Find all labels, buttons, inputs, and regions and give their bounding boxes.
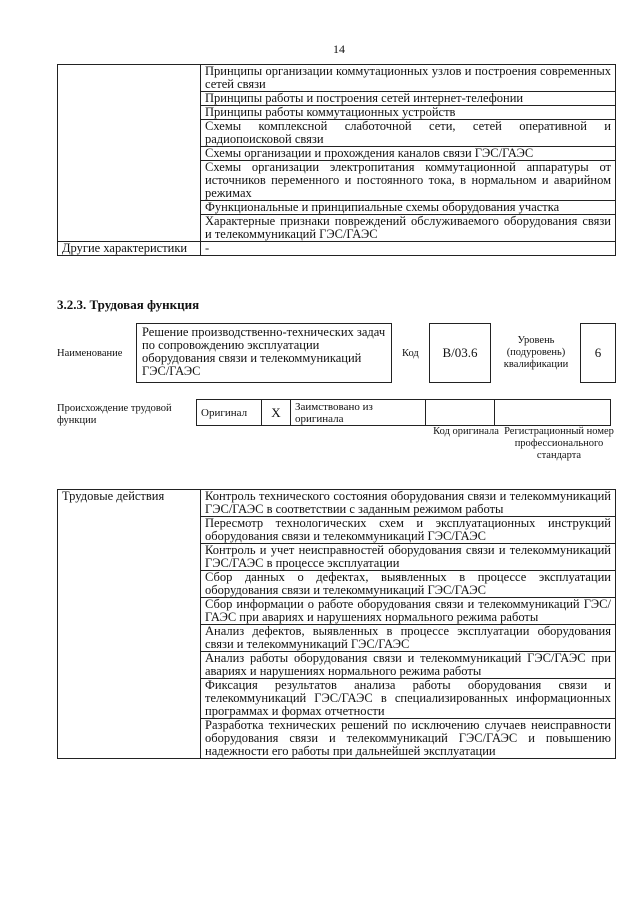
origin-table [196,399,611,426]
labor-action-item: Фиксация результатов анализа работы оборудования связи и телекоммуникаций ГЭС/ГАЭС в специализированных информационных программах и формах отчетности [201,679,616,719]
labor-action-item: Контроль и учет неисправностей оборудования связи и телекоммуникаций ГЭС/ГАЭС в процессе эксплуатации [201,544,616,571]
labor-action-item: Анализ дефектов, выявленных в процессе эксплуатации оборудования связи и телекоммуникаций ГЭС/ГАЭС [201,625,616,652]
registration-number-caption: Регистрационный номер профессионального стандарта [504,426,614,461]
borrowed-label: Заимствовано из оригинала [291,400,426,426]
knowledge-item: Принципы организации коммутационных узлов и построения современных сетей связи [201,65,616,92]
other-characteristics-label: Другие характеристики [58,242,201,256]
labor-action-item: Разработка технических решений по исключению случаев неисправности оборудования связи и телекоммуникаций ГЭС/ГАЭС и повышению надежности его работы при дальнейшей эксплуатации [201,719,616,759]
labor-actions-table [57,489,616,759]
other-characteristics-value: - [201,242,616,256]
knowledge-item: Принципы работы коммутационных устройств [201,106,616,120]
name-label: Наименование [57,348,123,359]
registration-number-cell [495,400,611,426]
knowledge-item: Принципы работы и построения сетей интернет-телефонии [201,92,616,106]
original-code-cell [426,400,495,426]
code-value-box: B/03.6 [429,323,491,383]
knowledge-item: Характерные признаки повреждений обслуживаемого оборудования связи и телекоммуникаций ГЭС/ГАЭС [201,215,616,242]
labor-action-item: Сбор информации о работе оборудования связи и телекоммуникаций ГЭС/ГАЭС при авариях и нарушениях нормального режима работы [201,598,616,625]
original-code-caption: Код оригинала [433,426,499,437]
labor-action-item: Анализ работы оборудования связи и телекоммуникаций ГЭС/ГАЭС при авариях и нарушениях нормального режима работы [201,652,616,679]
labor-action-item: Пересмотр технологических схем и эксплуатационных инструкций оборудования связи и телекоммуникаций ГЭС/ГАЭС [201,517,616,544]
knowledge-item: Схемы организации и прохождения каналов связи ГЭС/ГАЭС [201,147,616,161]
labor-actions-label: Трудовые действия [58,490,201,759]
original-label: Оригинал [197,400,262,426]
knowledge-item: Схемы комплексной слаботочной сети, сетей оперативной и радиопоисковой связи [201,120,616,147]
labor-action-item: Контроль технического состояния оборудования связи и телекоммуникаций ГЭС/ГАЭС в соответствии с заданным режимом работы [201,490,616,517]
original-mark: X [262,400,291,426]
knowledge-item: Функциональные и принципиальные схемы оборудования участка [201,201,616,215]
code-label: Код [402,348,419,359]
knowledge-label-cell [58,65,201,242]
labor-action-item: Сбор данных о дефектах, выявленных в процессе эксплуатации оборудования связи и телекоммуникаций ГЭС/ГАЭС [201,571,616,598]
function-name-box: Решение производственно-технических задач по сопровождению эксплуатации оборудования связи и телекоммуникаций ГЭС/ГАЭС [136,323,392,383]
knowledge-table [57,64,616,256]
origin-label: Происхождение трудовой функции [57,403,172,426]
level-label: Уровень (подуровень) квалификации [503,335,569,370]
knowledge-item: Схемы организации электропитания коммутационной аппаратуры от источников переменного и постоянного тока, в нормальном и аварийном режимах [201,161,616,201]
section-title: 3.2.3. Трудовая функция [57,297,200,312]
page-number: 14 [333,42,345,56]
level-value-box: 6 [580,323,616,383]
